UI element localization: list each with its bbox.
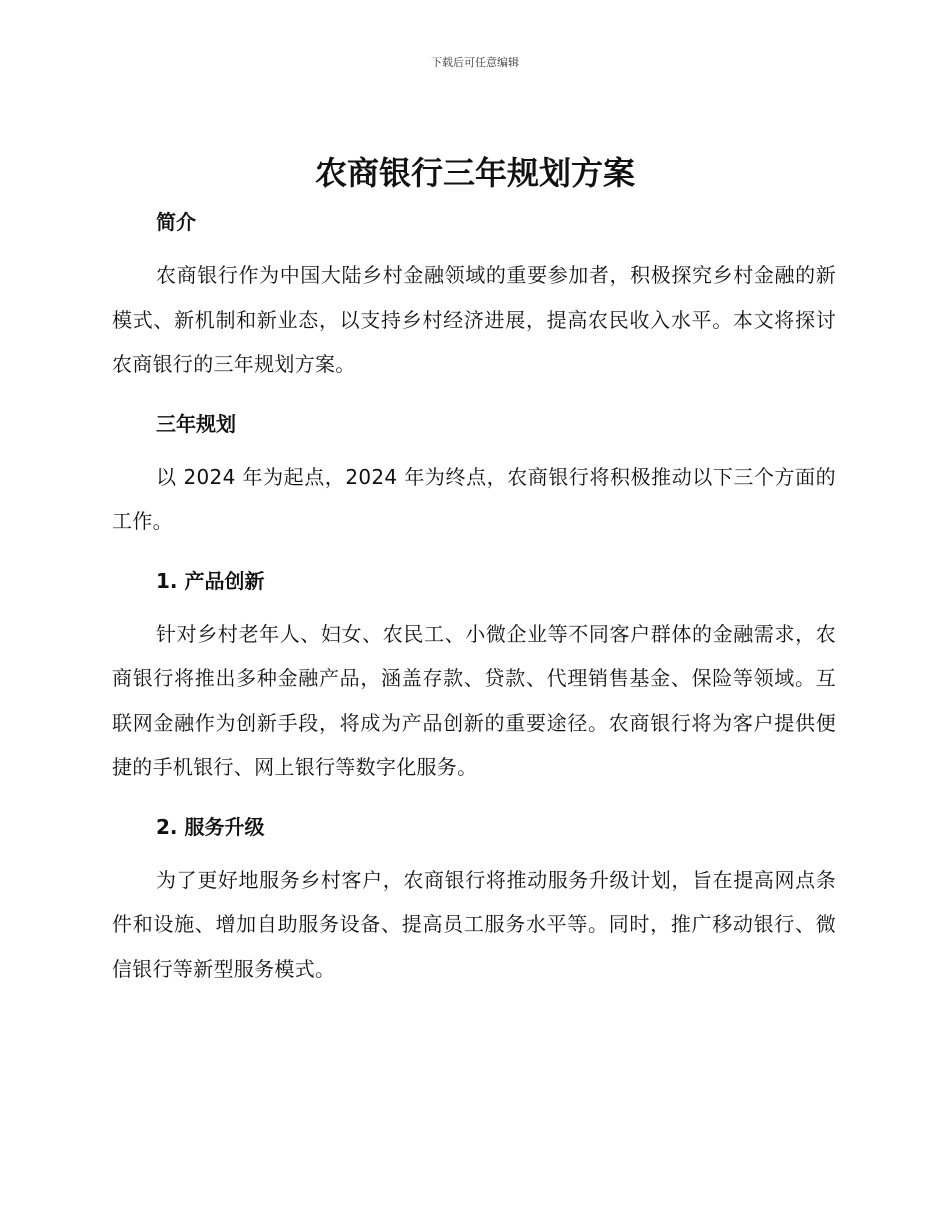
section-heading-three-year-plan: 三年规划 (156, 411, 236, 436)
section-heading-product-innovation: 1. 产品创新 (156, 568, 265, 593)
paragraph-intro: 农商银行作为中国大陆乡村金融领域的重要参加者，积极探究乡村金融的新模式、新机制和新业态，以支持乡村经济进展，提高农民收入水平。本文将探讨农商银行的三年规划方案。 (112, 263, 836, 376)
document-title: 农商银行三年规划方案 (314, 154, 635, 192)
paragraph-product-innovation: 针对乡村老年人、妇女、农民工、小微企业等不同客户群体的金融需求，农商银行将推出多种金融产品，涵盖存款、贷款、代理销售基金、保险等领域。互联网金融作为创新手段，将成为产品创新的重要途径。农商银行将为客户提供便捷的手机银行、网上银行等数字化服务。 (112, 621, 836, 779)
section-heading-intro: 简介 (156, 210, 196, 234)
document-body (112, 205, 836, 991)
page-header: 下载后可任意编辑 (431, 56, 519, 69)
paragraph-service-upgrade: 为了更好地服务乡村客户，农商银行将推动服务升级计划，旨在提高网点条件和设施、增加自助服务设备、提高员工服务水平等。同时，推广移动银行、微信银行等新型服务模式。 (112, 867, 836, 981)
section-heading-service-upgrade: 2. 服务升级 (156, 814, 265, 839)
paragraph-three-year-plan: 以 2024 年为起点，2024 年为终点，农商银行将积极推动以下三个方面的工作。 (112, 464, 836, 533)
